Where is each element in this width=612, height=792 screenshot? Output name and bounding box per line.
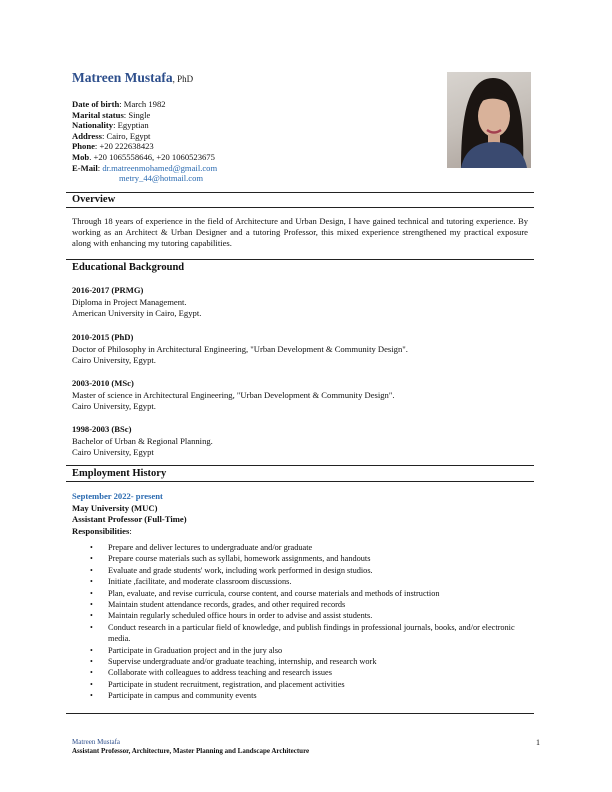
profile-photo bbox=[447, 72, 531, 168]
education-entry bbox=[72, 332, 532, 367]
candidate-name bbox=[72, 70, 193, 86]
list-item bbox=[72, 599, 534, 610]
bullet-icon: • bbox=[90, 622, 93, 632]
email-row-secondary bbox=[72, 173, 432, 184]
address-label: Address bbox=[72, 130, 102, 141]
responsibilities-label: Responsibilities bbox=[72, 525, 130, 536]
bullet-icon: • bbox=[90, 565, 93, 575]
list-item bbox=[72, 667, 534, 678]
list-item-text: Maintain student attendance records, grades, and other required records bbox=[108, 600, 346, 610]
education-degree: Master of science in Architectural Engineering, "Urban Development & Community Design". bbox=[72, 389, 395, 400]
email-link-primary[interactable]: dr.matreenmohamed@gmail.com bbox=[102, 162, 218, 173]
list-item bbox=[72, 679, 534, 690]
rule-overview-top bbox=[66, 192, 534, 193]
bullet-icon: • bbox=[90, 645, 93, 655]
list-item-text: Evaluate and grade students' work, including work performed in design studios. bbox=[108, 565, 373, 575]
mobile-row bbox=[72, 152, 432, 163]
mobile-value: . +20 1065558646, +20 1060523675 bbox=[89, 151, 215, 162]
education-degree: Diploma in Project Management. bbox=[72, 296, 187, 307]
email-link-secondary[interactable]: metry_44@hotmail.com bbox=[119, 173, 204, 184]
bullet-icon: • bbox=[90, 600, 93, 610]
bullet-icon: • bbox=[90, 668, 93, 678]
list-item-text: Collaborate with colleagues to address teaching and research issues bbox=[108, 668, 332, 678]
list-item bbox=[72, 610, 534, 621]
list-item-text: Plan, evaluate, and revise curricula, course content, and course materials and methods of instruction bbox=[108, 588, 440, 598]
address-value: : Cairo, Egypt bbox=[101, 130, 151, 141]
personal-details bbox=[72, 99, 432, 184]
nationality-row bbox=[72, 120, 432, 131]
education-entry bbox=[72, 378, 532, 413]
mobile-label: Mob bbox=[72, 151, 90, 162]
address-row bbox=[72, 131, 432, 142]
list-item bbox=[72, 588, 534, 599]
employment-entry bbox=[72, 491, 532, 537]
email-separator: : bbox=[97, 162, 103, 173]
list-item-text: Maintain regularly scheduled office hours in order to advise and assist students. bbox=[108, 611, 373, 621]
education-institution: American University in Cairo, Egypt. bbox=[72, 308, 202, 318]
education-heading: Educational Background bbox=[72, 262, 185, 273]
education-period: 2016-2017 (PRMG) bbox=[72, 285, 144, 295]
education-entry bbox=[72, 424, 532, 459]
nationality-label: Nationality bbox=[72, 120, 114, 131]
phone-value: : +20 222638423 bbox=[94, 141, 154, 152]
responsibilities-label-row bbox=[72, 526, 532, 538]
education-institution: Cairo University, Egypt. bbox=[72, 355, 156, 365]
bullet-icon: • bbox=[90, 611, 93, 621]
list-item-text: Initiate ,facilitate, and moderate classroom discussions. bbox=[108, 577, 292, 587]
marital-value: : Single bbox=[123, 109, 151, 120]
bullet-icon: • bbox=[90, 543, 93, 552]
employer-name: May University (MUC) bbox=[72, 502, 158, 513]
employment-heading: Employment History bbox=[72, 468, 167, 479]
footer-name: Matreen Mustafa bbox=[72, 738, 121, 746]
bullet-icon: • bbox=[90, 657, 93, 667]
list-item bbox=[72, 565, 534, 576]
responsibilities-colon: : bbox=[129, 525, 132, 536]
phone-label: Phone bbox=[72, 141, 95, 152]
phone-row bbox=[72, 141, 432, 152]
list-item bbox=[72, 576, 534, 587]
overview-heading: Overview bbox=[72, 194, 116, 205]
dob-label: Date of birth bbox=[72, 99, 120, 109]
dob-value: : March 1982 bbox=[119, 99, 166, 109]
marital-row bbox=[72, 110, 432, 121]
list-item bbox=[72, 542, 534, 553]
bullet-icon: • bbox=[90, 554, 93, 564]
education-entry bbox=[72, 285, 532, 320]
education-degree: Bachelor of Urban & Regional Planning. bbox=[72, 435, 213, 446]
dob-row bbox=[72, 99, 432, 110]
list-item bbox=[72, 622, 534, 645]
list-item bbox=[72, 645, 534, 656]
list-item bbox=[72, 553, 534, 564]
responsibilities-list bbox=[72, 542, 534, 702]
bullet-icon: • bbox=[90, 588, 93, 598]
page-footer bbox=[72, 738, 309, 756]
bullet-icon: • bbox=[90, 577, 93, 587]
education-period: 2010-2015 (PhD) bbox=[72, 332, 134, 342]
list-item bbox=[72, 656, 534, 667]
bullet-icon: • bbox=[90, 691, 93, 701]
list-item bbox=[72, 690, 534, 701]
rule-employment-bottom bbox=[66, 481, 534, 482]
employment-date: September 2022- present bbox=[72, 491, 163, 501]
nationality-value: : Egyptian bbox=[113, 120, 149, 131]
education-period: 1998-2003 (BSc) bbox=[72, 424, 132, 434]
candidate-name-text: Matreen Mustafa bbox=[72, 70, 173, 85]
bullet-icon: • bbox=[90, 679, 93, 689]
list-item-text: Prepare and deliver lectures to undergraduate and/or graduate bbox=[108, 543, 313, 552]
list-item-text: Participate in student recruitment, registration, and placement activities bbox=[108, 679, 345, 689]
degree-suffix: , PhD bbox=[172, 74, 194, 84]
job-position: Assistant Professor (Full-Time) bbox=[72, 514, 187, 524]
list-item-text: Prepare course materials such as syllabi, homework assignments, and handouts bbox=[108, 554, 371, 564]
education-institution: Cairo University, Egypt. bbox=[72, 401, 156, 411]
rule-education-top bbox=[66, 259, 534, 260]
footer-title: Assistant Professor, Architecture, Master Planning and Landscape Architecture bbox=[72, 747, 310, 755]
list-item-text: Conduct research in a particular field of knowledge, and publish findings in professional journals, books, and/or electronic media. bbox=[108, 622, 515, 644]
list-item-text: Participate in campus and community events bbox=[108, 691, 257, 701]
education-degree: Doctor of Philosophy in Architectural Engineering, "Urban Development & Community Design". bbox=[72, 343, 408, 354]
profile-photo-image bbox=[447, 72, 531, 168]
email-label: E-Mail bbox=[72, 162, 98, 173]
rule-overview-bottom bbox=[66, 207, 534, 208]
rule-footer bbox=[66, 713, 534, 714]
list-item-text: Participate in Graduation project and in the jury also bbox=[108, 645, 283, 655]
education-period: 2003-2010 (MSc) bbox=[72, 378, 134, 388]
email-row bbox=[72, 163, 432, 174]
page-number: 1 bbox=[536, 738, 540, 747]
marital-label: Marital status bbox=[72, 109, 124, 120]
education-institution: Cairo University, Egypt bbox=[72, 447, 154, 457]
rule-employment-top bbox=[66, 465, 534, 466]
overview-text: Through 18 years of experience in the field of Architecture and Urban Design, I have gained technical and tutoring experience. By working as an Architect & Urban Designer and a tutoring Professor, this mixed experience strengthened my practical exposure along with enhancing my tutoring capabilities. bbox=[72, 216, 528, 249]
list-item-text: Supervise undergraduate and/or graduate teaching, internship, and research work bbox=[108, 657, 377, 667]
